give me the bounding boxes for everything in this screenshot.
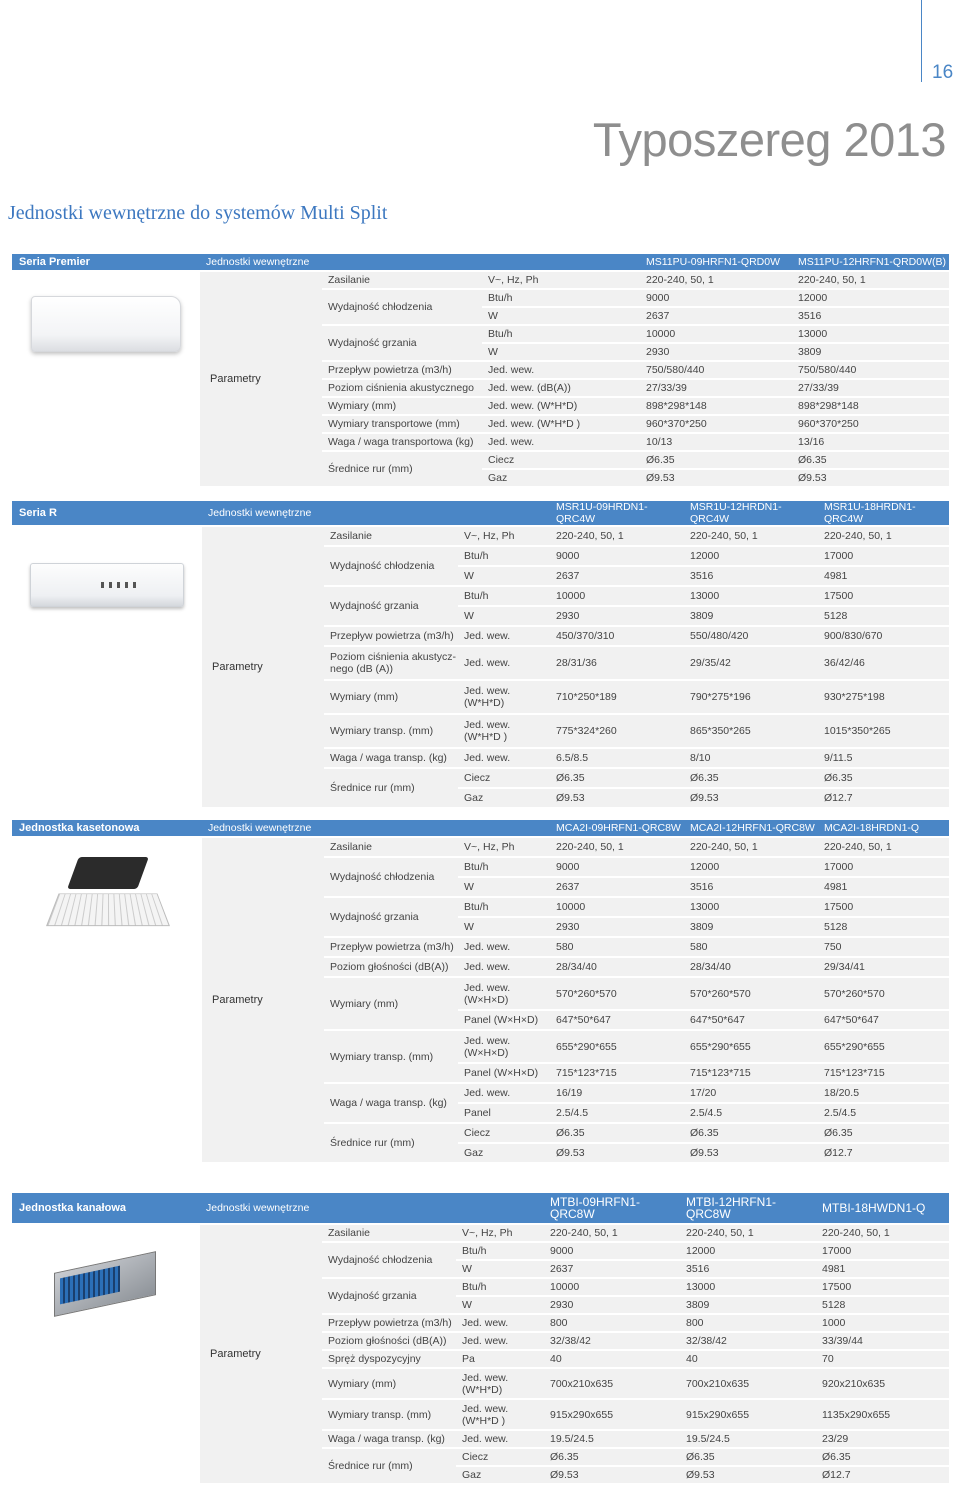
cell-value: 220-240, 50, 1 <box>550 838 684 856</box>
cell-value: 10000 <box>640 326 792 342</box>
row-unit: Jed. wew. (W*H*D) <box>458 681 550 713</box>
row-unit: Jed. wew. (W×H×D) <box>458 1031 550 1062</box>
row-label: Waga / waga transp. (kg) <box>324 749 458 767</box>
cell-value: 10000 <box>544 1279 680 1295</box>
cell-value: Ø6.35 <box>550 769 684 787</box>
cell-value: 647*50*647 <box>818 1011 949 1029</box>
row-label: Wydajność chłodzenia <box>324 858 458 896</box>
model-2: MTBI-12HRFN1- QRC8W <box>680 1193 816 1223</box>
cell-value: 27/33/39 <box>792 380 949 396</box>
cell-value: 2930 <box>640 344 792 360</box>
cell-value: 715*123*715 <box>684 1064 818 1082</box>
row-label: Poziom głośności (dB(A)) <box>324 958 458 976</box>
table-header <box>12 254 949 270</box>
row-unit: W <box>458 878 550 896</box>
row-unit: Jed. wew. <box>482 434 640 450</box>
row-unit: Ciecz <box>482 452 640 468</box>
params-label: Parametry <box>200 272 322 486</box>
cell-value: 3809 <box>792 344 949 360</box>
row-label: Waga / waga transp. (kg) <box>322 1431 456 1447</box>
cell-value: 220-240, 50, 1 <box>544 1225 680 1241</box>
cell-value: 19.5/24.5 <box>544 1431 680 1447</box>
cell-value: 570*260*570 <box>550 978 684 1009</box>
cell-value: 960*370*250 <box>640 416 792 432</box>
row-label: Poziom głośności (dB(A)) <box>322 1333 456 1349</box>
row-label: Zasilanie <box>324 527 458 545</box>
cell-value: Ø6.35 <box>818 1124 949 1142</box>
cell-value: 865*350*265 <box>684 715 818 747</box>
row-unit: W <box>456 1261 544 1277</box>
header-rule <box>921 0 922 82</box>
cell-value: 2930 <box>550 918 684 936</box>
indoor-label: Jednostki wewnętrzne <box>202 501 550 525</box>
row-label: Wymiary transp. (mm) <box>324 1031 458 1082</box>
cell-value: Ø9.53 <box>550 789 684 807</box>
row-label: Waga / waga transp. (kg) <box>324 1084 458 1122</box>
table-kasetonowa <box>12 818 949 1164</box>
cell-value: 13/16 <box>792 434 949 450</box>
row-unit: Ciecz <box>456 1449 544 1465</box>
cell-value: 2930 <box>544 1297 680 1313</box>
cell-value: 5128 <box>816 1297 949 1313</box>
cell-value: 220-240, 50, 1 <box>684 527 818 545</box>
row-unit: V~, Hz, Ph <box>458 838 550 856</box>
cell-value: 655*290*655 <box>550 1031 684 1062</box>
cell-value: Ø9.53 <box>680 1467 816 1483</box>
row-unit: Jed. wew. <box>456 1315 544 1331</box>
cell-value: 10000 <box>550 587 684 605</box>
duct-unit-image <box>44 1256 169 1316</box>
model-2: MS11PU-12HRFN1-QRD0W(B) <box>792 254 949 270</box>
cell-value: 898*298*148 <box>792 398 949 414</box>
cell-value: 40 <box>680 1351 816 1367</box>
cell-value: 9000 <box>550 547 684 565</box>
row-unit: Jed. wew. <box>458 749 550 767</box>
cell-value: 9000 <box>544 1243 680 1259</box>
image-spacer <box>12 958 202 1162</box>
series-name: Jednostka kanałowa <box>12 1193 200 1223</box>
cell-value: 220-240, 50, 1 <box>816 1225 949 1241</box>
cell-value: 775*324*260 <box>550 715 684 747</box>
cell-value: 220-240, 50, 1 <box>818 527 949 545</box>
indoor-label: Jednostki wewnętrzne <box>200 254 640 270</box>
row-unit: Btu/h <box>456 1279 544 1295</box>
cell-value: 750 <box>818 938 949 956</box>
cell-value: Ø6.35 <box>550 1124 684 1142</box>
row-label: Wydajność grzania <box>322 326 482 360</box>
cell-value: 915x290x655 <box>680 1400 816 1429</box>
cell-value: 18/20.5 <box>818 1084 949 1102</box>
params-label: Parametry <box>200 1225 322 1483</box>
cell-value: 13000 <box>792 326 949 342</box>
model-2: MCA2I-12HRFN1-QRC8W <box>684 820 818 836</box>
cell-value: 570*260*570 <box>684 978 818 1009</box>
row-unit: Btu/h <box>458 587 550 605</box>
cell-value: 10000 <box>550 898 684 916</box>
model-3: MCA2I-18HRDN1-Q <box>818 820 949 836</box>
cell-value: 2637 <box>550 567 684 585</box>
cell-value: 1015*350*265 <box>818 715 949 747</box>
cell-value: 5128 <box>818 918 949 936</box>
params-label: Parametry <box>202 527 324 807</box>
cell-value: 715*123*715 <box>818 1064 949 1082</box>
row-label: Wymiary (mm) <box>322 1369 456 1398</box>
cell-value: Ø9.53 <box>544 1467 680 1483</box>
row-label: Zasilanie <box>322 272 482 288</box>
row-unit: Jed. wew. (dB(A)) <box>482 380 640 396</box>
row-label: Wymiary (mm) <box>322 398 482 414</box>
cell-value: 2.5/4.5 <box>550 1104 684 1122</box>
wall-unit-image <box>30 563 184 607</box>
row-unit: W <box>456 1297 544 1313</box>
cell-value: 13000 <box>684 898 818 916</box>
model-3: MTBI-18HWDN1-Q <box>816 1193 949 1223</box>
cell-value: 28/31/36 <box>550 647 684 679</box>
row-unit: Jed. wew. (W*H*D) <box>482 398 640 414</box>
row-label: Średnice rur (mm) <box>324 1124 458 1162</box>
row-unit: Pa <box>456 1351 544 1367</box>
cell-value: 19.5/24.5 <box>680 1431 816 1447</box>
row-label: Przepływ powietrza (m3/h) <box>322 1315 456 1331</box>
cell-value: 3516 <box>792 308 949 324</box>
row-unit: V~, Hz, Ph <box>456 1225 544 1241</box>
cell-value: Ø12.7 <box>818 1144 949 1162</box>
cell-value: 29/35/42 <box>684 647 818 679</box>
cell-value: 36/42/46 <box>818 647 949 679</box>
table-seria-r <box>12 499 949 809</box>
cassette-unit-image <box>47 851 167 941</box>
page-title: Typoszereg 2013 <box>592 113 946 166</box>
cell-value: 4981 <box>816 1261 949 1277</box>
cell-value: 580 <box>684 938 818 956</box>
cell-value: 570*260*570 <box>818 978 949 1009</box>
row-label: Wydajność grzania <box>324 587 458 625</box>
row-label: Wydajność grzania <box>324 898 458 936</box>
row-unit: Jed. wew. (W×H×D) <box>458 978 550 1009</box>
cell-value: 4981 <box>818 567 949 585</box>
cell-value: 17/20 <box>684 1084 818 1102</box>
cell-value: 33/39/44 <box>816 1333 949 1349</box>
cell-value: 3809 <box>684 918 818 936</box>
cell-value: 647*50*647 <box>684 1011 818 1029</box>
row-label: Wydajność chłodzenia <box>324 547 458 585</box>
cell-value: 700x210x635 <box>680 1369 816 1398</box>
cell-value: 28/34/40 <box>550 958 684 976</box>
cell-value: 920x210x635 <box>816 1369 949 1398</box>
cell-value: 27/33/39 <box>640 380 792 396</box>
cell-value: Ø9.53 <box>550 1144 684 1162</box>
series-name: Seria Premier <box>12 254 200 270</box>
row-unit: Jed. wew. <box>456 1333 544 1349</box>
product-image-cell <box>12 272 200 378</box>
cell-value: 1000 <box>816 1315 949 1331</box>
cell-value: Ø6.35 <box>816 1449 949 1465</box>
cell-value: 17500 <box>818 898 949 916</box>
row-unit: W <box>458 567 550 585</box>
cassette-panel <box>46 893 170 926</box>
row-label: Waga / waga transportowa (kg) <box>322 434 482 450</box>
series-name: Jednostka kasetonowa <box>12 820 202 836</box>
row-unit: Jed. wew. <box>458 938 550 956</box>
cell-value: Ø6.35 <box>680 1449 816 1465</box>
cell-value: Ø6.35 <box>684 769 818 787</box>
cell-value: 800 <box>680 1315 816 1331</box>
cell-value: 9/11.5 <box>818 749 949 767</box>
cell-value: 790*275*196 <box>684 681 818 713</box>
series-name: Seria R <box>12 501 202 525</box>
row-label: Wymiary transp. (mm) <box>324 715 458 747</box>
cell-value: 3809 <box>680 1297 816 1313</box>
cell-value: Ø9.53 <box>640 470 792 486</box>
cell-value: Ø9.53 <box>684 1144 818 1162</box>
cell-value: 220-240, 50, 1 <box>818 838 949 856</box>
cell-value: 800 <box>544 1315 680 1331</box>
cell-value: 655*290*655 <box>684 1031 818 1062</box>
cell-value: 915x290x655 <box>544 1400 680 1429</box>
cell-value: 900/830/670 <box>818 627 949 645</box>
row-unit: Btu/h <box>458 858 550 876</box>
cell-value: 2637 <box>640 308 792 324</box>
row-unit: Btu/h <box>456 1243 544 1259</box>
cell-value: 12000 <box>684 858 818 876</box>
row-label: Przepływ powietrza (m3/h) <box>322 362 482 378</box>
row-unit: Btu/h <box>482 290 640 306</box>
cell-value: 8/10 <box>684 749 818 767</box>
row-unit: Jed. wew. <box>458 647 550 679</box>
row-unit: Panel (W×H×D) <box>458 1064 550 1082</box>
table-seria-premier <box>12 252 949 488</box>
cell-value: 220-240, 50, 1 <box>640 272 792 288</box>
cell-value: 4981 <box>818 878 949 896</box>
row-unit: Jed. wew. (W*H*D ) <box>456 1400 544 1429</box>
row-label: Wymiary (mm) <box>324 978 458 1029</box>
cell-value: Ø9.53 <box>792 470 949 486</box>
page-number: 16 <box>932 62 954 83</box>
cell-value: 2930 <box>550 607 684 625</box>
cell-value: 898*298*148 <box>640 398 792 414</box>
image-spacer <box>12 1351 200 1483</box>
indoor-label: Jednostki wewnętrzne <box>202 820 550 836</box>
row-label: Przepływ powietrza (m3/h) <box>324 938 458 956</box>
led-dots <box>101 582 141 588</box>
cell-value: 710*250*189 <box>550 681 684 713</box>
cell-value: Ø6.35 <box>544 1449 680 1465</box>
cell-value: 750/580/440 <box>792 362 949 378</box>
row-label: Wymiary (mm) <box>324 681 458 713</box>
row-label: Wymiary transp. (mm) <box>322 1400 456 1429</box>
cell-value: 220-240, 50, 1 <box>792 272 949 288</box>
table-kanalowa <box>12 1191 949 1485</box>
row-unit: Jed. wew. <box>458 1084 550 1102</box>
cell-value: 550/480/420 <box>684 627 818 645</box>
cell-value: 700x210x635 <box>544 1369 680 1398</box>
cell-value: 220-240, 50, 1 <box>550 527 684 545</box>
row-unit: Gaz <box>456 1467 544 1483</box>
cell-value: 450/370/310 <box>550 627 684 645</box>
cell-value: Ø9.53 <box>684 789 818 807</box>
cell-value: 12000 <box>792 290 949 306</box>
cell-value: 220-240, 50, 1 <box>684 838 818 856</box>
row-unit: W <box>482 308 640 324</box>
cell-value: 17000 <box>816 1243 949 1259</box>
row-unit: Gaz <box>458 1144 550 1162</box>
row-unit: Panel <box>458 1104 550 1122</box>
cell-value: 17000 <box>818 858 949 876</box>
cassette-body <box>67 857 149 889</box>
row-label: Wydajność grzania <box>322 1279 456 1313</box>
cell-value: 9000 <box>550 858 684 876</box>
cell-value: 655*290*655 <box>818 1031 949 1062</box>
cell-value: 9000 <box>640 290 792 306</box>
cell-value: Ø6.35 <box>792 452 949 468</box>
model-1: MSR1U-09HRDN1-QRC4W <box>550 501 684 525</box>
row-label: Spręż dyspozycyjny <box>322 1351 456 1367</box>
cell-value: 16/19 <box>550 1084 684 1102</box>
model-1: MCA2I-09HRFN1-QRC8W <box>550 820 684 836</box>
row-unit: Ciecz <box>458 769 550 787</box>
row-unit: Panel (W×H×D) <box>458 1011 550 1029</box>
cell-value: 12000 <box>684 547 818 565</box>
model-1: MS11PU-09HRFN1-QRD0W <box>640 254 792 270</box>
row-label: Średnice rur (mm) <box>324 769 458 807</box>
product-image-cell <box>12 1225 200 1349</box>
row-unit: Btu/h <box>458 898 550 916</box>
row-unit: V~, Hz, Ph <box>482 272 640 288</box>
cell-value: 17000 <box>818 547 949 565</box>
row-unit: Btu/h <box>482 326 640 342</box>
cell-value: 6.5/8.5 <box>550 749 684 767</box>
cell-value: Ø12.7 <box>816 1467 949 1483</box>
cell-value: 12000 <box>680 1243 816 1259</box>
row-label: Średnice rur (mm) <box>322 1449 456 1483</box>
cell-value: Ø12.7 <box>818 789 949 807</box>
cell-value: 647*50*647 <box>550 1011 684 1029</box>
row-unit: Ciecz <box>458 1124 550 1142</box>
row-label: Zasilanie <box>324 838 458 856</box>
cell-value: 28/34/40 <box>684 958 818 976</box>
cell-value: 17500 <box>818 587 949 605</box>
page-subtitle: Jednostki wewnętrzne do systemów Multi Split <box>8 202 388 224</box>
row-label: Średnice rur (mm) <box>322 452 482 486</box>
cell-value: Ø6.35 <box>818 769 949 787</box>
image-spacer <box>12 647 202 807</box>
cell-value: 40 <box>544 1351 680 1367</box>
cell-value: 1135x290x655 <box>816 1400 949 1429</box>
row-unit: Jed. wew. (W*H*D ) <box>458 715 550 747</box>
cell-value: 220-240, 50, 1 <box>680 1225 816 1241</box>
cell-value: 13000 <box>680 1279 816 1295</box>
row-unit: W <box>458 607 550 625</box>
model-3: MSR1U-18HRDN1-QRC4W <box>818 501 949 525</box>
row-unit: W <box>482 344 640 360</box>
row-label: Wydajność chłodzenia <box>322 290 482 324</box>
row-unit: Jed. wew. <box>458 958 550 976</box>
cell-value: 2.5/4.5 <box>684 1104 818 1122</box>
row-label: Wymiary transportowe (mm) <box>322 416 482 432</box>
wall-unit-image <box>31 296 181 352</box>
row-unit: Jed. wew. (W*H*D ) <box>482 416 640 432</box>
cell-value: 960*370*250 <box>792 416 949 432</box>
row-label: Poziom ciśnienia akustycznego <box>322 380 482 396</box>
cell-value: 23/29 <box>816 1431 949 1447</box>
cell-value: 32/38/42 <box>680 1333 816 1349</box>
product-image-cell <box>12 838 202 956</box>
model-1: MTBI-09HRFN1- QRC8W <box>544 1193 680 1223</box>
cell-value: 580 <box>550 938 684 956</box>
cell-value: 13000 <box>684 587 818 605</box>
cell-value: 2637 <box>550 878 684 896</box>
cell-value: 930*275*198 <box>818 681 949 713</box>
indoor-label: Jednostki wewnętrzne <box>200 1193 544 1223</box>
cell-value: 5128 <box>818 607 949 625</box>
row-unit: V~, Hz, Ph <box>458 527 550 545</box>
cell-value: Ø6.35 <box>640 452 792 468</box>
row-label: Przepływ powietrza (m3/h) <box>324 627 458 645</box>
row-unit: W <box>458 918 550 936</box>
row-unit: Gaz <box>482 470 640 486</box>
cell-value: 2637 <box>544 1261 680 1277</box>
row-unit: Jed. wew. <box>456 1431 544 1447</box>
cell-value: 3516 <box>680 1261 816 1277</box>
row-label: Wydajność chłodzenia <box>322 1243 456 1277</box>
cell-value: 3516 <box>684 567 818 585</box>
row-unit: Jed. wew. <box>458 627 550 645</box>
row-unit: Jed. wew. (W*H*D) <box>456 1369 544 1398</box>
cell-value: Ø6.35 <box>684 1124 818 1142</box>
cell-value: 29/34/41 <box>818 958 949 976</box>
product-image-cell <box>12 527 202 645</box>
cell-value: 70 <box>816 1351 949 1367</box>
cell-value: 715*123*715 <box>550 1064 684 1082</box>
model-2: MSR1U-12HRDN1-QRC4W <box>684 501 818 525</box>
cell-value: 2.5/4.5 <box>818 1104 949 1122</box>
row-label: Poziom ciśnienia akustycz- nego (dB (A)) <box>324 647 458 679</box>
cell-value: 10/13 <box>640 434 792 450</box>
row-unit: Btu/h <box>458 547 550 565</box>
cell-value: 3809 <box>684 607 818 625</box>
params-label: Parametry <box>202 838 324 1162</box>
row-unit: Jed. wew. <box>482 362 640 378</box>
cell-value: 17500 <box>816 1279 949 1295</box>
cell-value: 32/38/42 <box>544 1333 680 1349</box>
row-unit: Gaz <box>458 789 550 807</box>
cell-value: 3516 <box>684 878 818 896</box>
cell-value: 750/580/440 <box>640 362 792 378</box>
image-spacer <box>12 380 200 486</box>
row-label: Zasilanie <box>322 1225 456 1241</box>
